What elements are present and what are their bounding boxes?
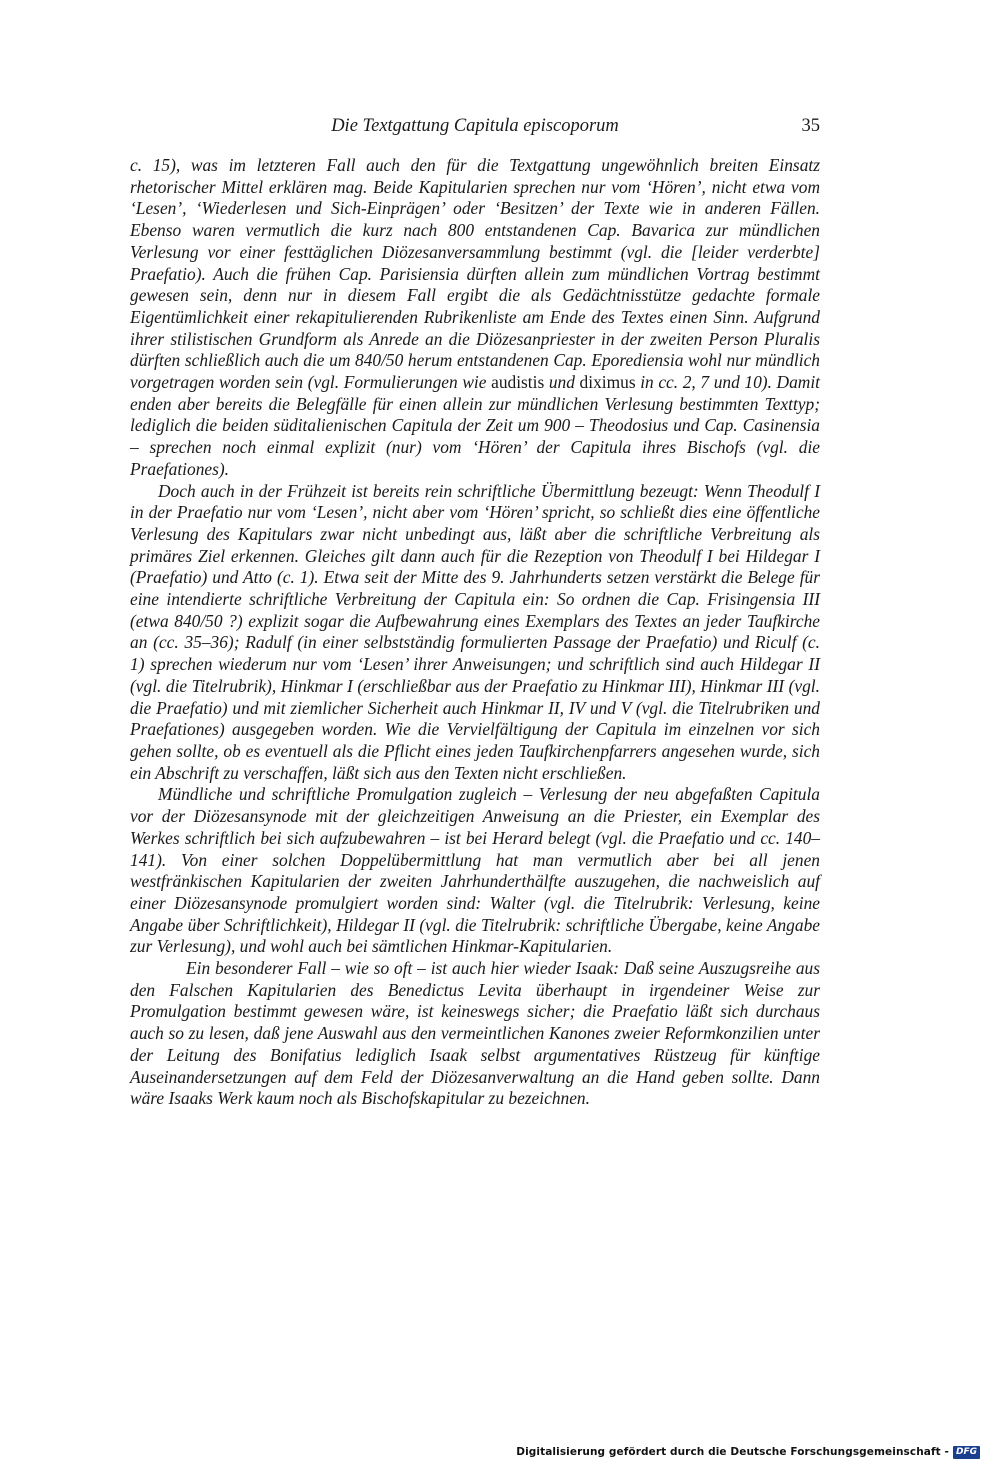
funding-note: Digitalisierung gefördert durch die Deutsche Forschungsgemeinschaft - <box>516 1446 949 1458</box>
dfg-logo-icon: DFG <box>953 1446 980 1459</box>
paragraph-1 <box>130 155 820 481</box>
digitization-footer <box>516 1445 980 1459</box>
paragraph-3: Mündliche und schriftliche Promulgation zugleich – Verlesung der neu abgefaßten Capitula vor der Diözesansynode mit der gleichzeitigen Anweisung an die Priester, ein Exemplar des Werkes schriftlich bei sich aufzubewahren – ist bei Herard belegt (vgl. die Praefatio und cc. 140–141). Von einer solchen Doppelübermittlung hat man vermutlich aber bei all jenen westfränkischen Kapitularien der zweiten Jahrhunderthälfte auszugehen, die nachweislich auf einer Diözesansynode promulgiert worden sind: Walter (vgl. die Titelrubrik: Verlesung, keine Angabe über Schriftlichkeit), Hildegar II (vgl. die Titelrubrik: schriftliche Übergabe, keine Angabe zur Verlesung), und wohl auch bei sämtlichen Hinkmar-Kapitularien. <box>130 784 820 957</box>
paragraph-4: Ein besonderer Fall – wie so oft – ist auch hier wieder Isaak: Daß seine Auszugsreihe aus den Falschen Kapitularien des Benedictus Levita überhaupt in irgendeiner Weise zur Promulgation bestimmt gewesen wäre, ist keineswegs sicher; die Praefatio läßt sich durchaus auch so zu lesen, daß jene Auswahl aus den vermeintlichen Kanones zweier Reformkonzilien unter der Leitung des Bonifatius lediglich Isaak selbst argumentatives Rüstzeug für künftige Auseinandersetzungen auf dem Feld der Diözesanverwaltung an die Hand geben sollte. Dann wäre Isaaks Werk kaum noch als Bischofskapitular zu bezeichnen. <box>130 958 820 1109</box>
paragraph-1-part-e: in cc. 2, 7 und 10). Damit enden aber bereits die Belegfälle für einen allein zur mündlichen Verlesung bestimmten Texttyp; lediglich die beiden süditalienischen Capitula der Zeit um 900 – Theodosius und Cap. Casinensia – sprechen noch einmal explizit (nur) vom ‘Hören’ der Capitula ihres Bischofs (vgl. die Praefationes). <box>130 372 821 479</box>
running-title: Die Textgattung Capitula episcoporum <box>331 116 619 136</box>
paragraph-1-part-a: c. 15), was im letzteren Fall auch den für die Textgattung ungewöhnlich breiten Einsatz rhetorischer Mittel erklären mag. Beide Kapitularien sprechen nur vom ‘Hören’, nicht etwa vom ‘Lesen’, ‘Wiederlesen und Sich-Einprägen’ oder ‘Besitzen’ der Texte wie in anderen Fällen. Ebenso waren vermutlich die kurz nach 800 entstandenen Cap. Bavarica zur mündlichen Verlesung vor einer festtäglichen Diözesanversammlung bestimmt (vgl. die [leider verderbte] Praefatio). Auch die frühen Cap. Parisiensia dürften allein zum mündlichen Vortrag bestimmt gewesen sein, denn nur in diesem Fall ergibt die als Gedächtnisstütze gedachte formale Eigentümlichkeit einer rekapitulierenden Rubrikenliste am Ende des Textes einen Sinn. Aufgrund ihrer stilistischen Grundform als Anrede an die Diözesanpriester in der zweiten Person Pluralis dürften schließlich auch die um 840/50 herum entstandenen Cap. Eporediensia wohl nur mündlich vorgetragen worden sein (vgl. Formulierungen wie <box>130 155 820 393</box>
term-audistis: audistis <box>491 372 545 393</box>
page-number: 35 <box>801 116 820 136</box>
body-text <box>130 155 820 1110</box>
paragraph-2: Doch auch in der Frühzeit ist bereits rein schriftliche Übermittlung bezeugt: Wenn Theodulf I in der Praefatio nur vom ‘Lesen’, nicht aber vom ‘Hören’ spricht, so schließt dies eine öffentliche Verlesung des Kapitulars zwar nicht unbedingt aus, läßt aber die schriftliche Verbreitung als primäres Ziel erkennen. Gleiches gilt dann auch für die Rezeption von Theodulf I bei Hildegar I (Praefatio) und Atto (c. 1). Etwa seit der Mitte des 9. Jahrhunderts setzen verstärkt die Belege für eine intendierte schriftliche Verbreitung der Capitula ein: So ordnen die Cap. Frisingensia III (etwa 840/50 ?) explizit sogar die Aufbewahrung eines Exemplars des Textes an jeder Taufkirche an (cc. 35–36); Radulf (in einer selbstständig formulierten Passage der Praefatio) und Riculf (c. 1) sprechen wiederum nur vom ‘Lesen’ ihrer Anweisungen; und schriftlich sind auch Hildegar II (vgl. die Titelrubrik), Hinkmar I (erschließbar aus der Praefatio zu Hinkmar III), Hinkmar III (vgl. die Praefatio) und mit ziemlicher Sicherheit auch Hinkmar II, IV und V (vgl. die Titelrubriken und Praefationes) ausgegeben worden. Wie die Vervielfältigung der Capitula im einzelnen vor sich gehen sollte, ob es eventuell als die Pflicht eines jeden Taufkirchenpfarrers angesehen wurde, sich ein Abschrift zu verschaffen, läßt sich aus den Texten nicht erschließen. <box>130 480 820 783</box>
page-header <box>130 116 820 142</box>
term-diximus: diximus <box>579 372 636 393</box>
paragraph-1-part-c: und <box>544 372 580 393</box>
